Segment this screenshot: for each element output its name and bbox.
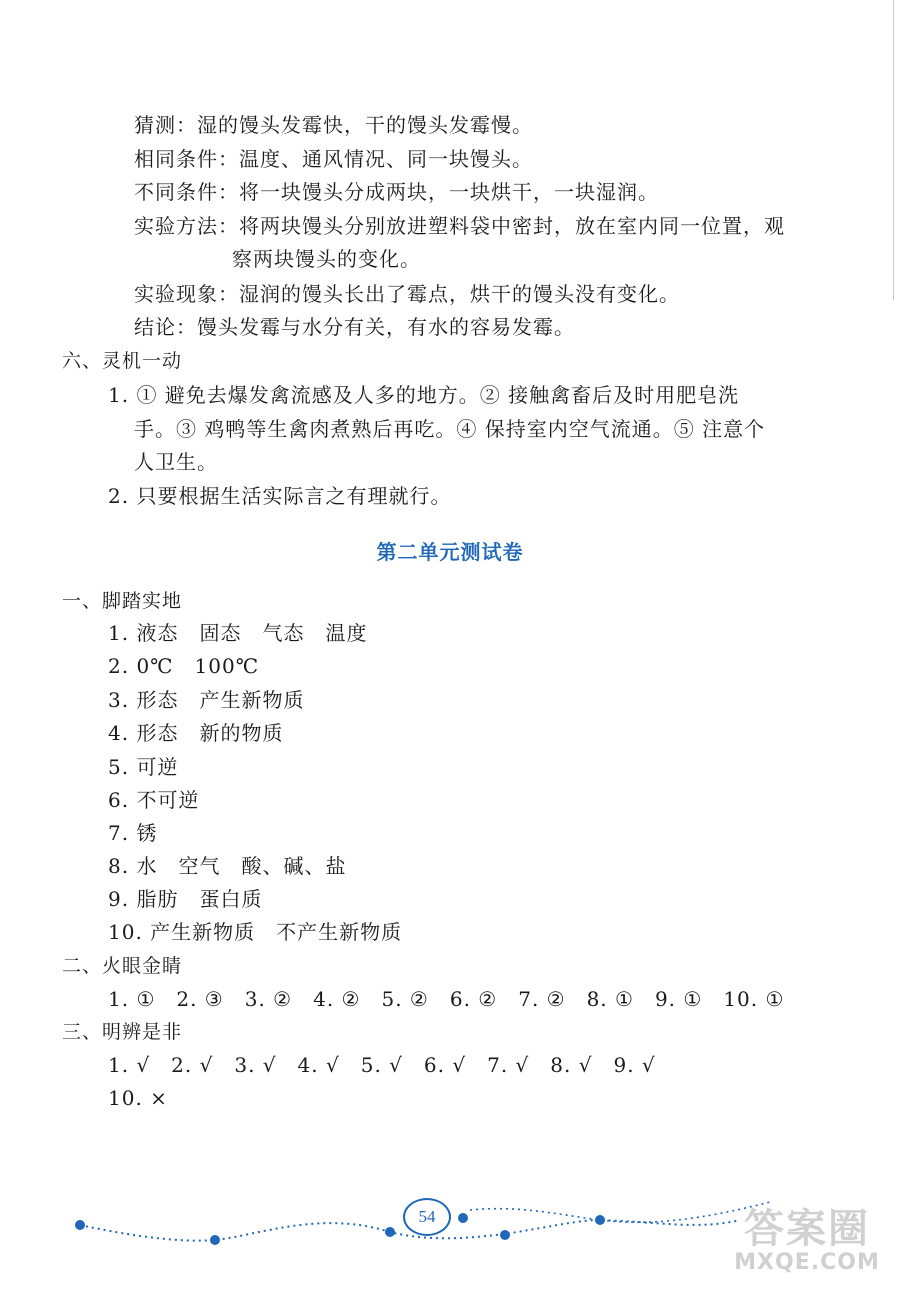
unit-title: 第二单元测试卷	[376, 540, 524, 564]
part-3-answers-line-1: 1. √ 2. √ 3. √ 4. √ 5. √ 6. √ 7. √ 8. √ 9. √	[108, 1053, 656, 1077]
watermark-title: 答案圈	[744, 1206, 870, 1252]
part-1-item: 1. 液态 固态 气态 温度	[108, 621, 368, 645]
footer-dot	[385, 1227, 395, 1237]
part-1-item: 8. 水 空气 酸、碱、盐	[108, 854, 347, 878]
conclusion-line: 结论：馒头发霉与水分有关，有水的容易发霉。	[134, 315, 575, 339]
footer-dot	[75, 1220, 85, 1230]
footer-dot	[458, 1213, 468, 1223]
part-1-item: 9. 脂肪 蛋白质	[108, 887, 263, 911]
part-1-item: 3. 形态 产生新物质	[108, 688, 305, 712]
footer-dot	[500, 1230, 510, 1240]
part-1-heading: 一、脚踏实地	[62, 590, 183, 612]
part-3-answers-line-2: 10. ×	[108, 1086, 168, 1110]
part-2-heading: 二、火眼金睛	[62, 955, 183, 977]
same-conditions-line: 相同条件：温度、通风情况、同一块馒头。	[134, 147, 533, 171]
footer-dot	[210, 1235, 220, 1245]
part-1-item: 6. 不可逆	[108, 788, 200, 812]
site-watermark	[722, 1208, 892, 1276]
part-1-item: 2. 0℃ 100℃	[108, 654, 260, 678]
section-6-answer-2: 2. 只要根据生活实际言之有理就行。	[108, 484, 452, 508]
method-line-1: 实验方法：将两块馒头分别放进塑料袋中密封，放在室内同一位置，观	[134, 214, 785, 238]
section-6-answer-1-line-3: 人卫生。	[134, 450, 218, 474]
phenomenon-line: 实验现象：湿润的馒头长出了霉点，烘干的馒头没有变化。	[134, 282, 680, 306]
guess-line: 猜测：湿的馒头发霉快，干的馒头发霉慢。	[134, 113, 533, 137]
section-6-heading: 六、灵机一动	[62, 350, 183, 372]
part-1-item: 10. 产生新物质 不产生新物质	[108, 920, 403, 944]
section-6-answer-1-line-2: 手。③ 鸡鸭等生禽肉煮熟后再吃。④ 保持室内空气流通。⑤ 注意个	[134, 417, 766, 441]
part-2-answers: 1. ① 2. ③ 3. ② 4. ② 5. ② 6. ② 7. ② 8. ① 9. ① 10. ①	[108, 987, 785, 1011]
page-edge-line	[893, 0, 894, 300]
page-number: 54	[403, 1198, 451, 1236]
watermark-url: MXQE.COM	[734, 1250, 880, 1275]
part-1-item: 7. 锈	[108, 821, 158, 845]
part-3-heading: 三、明辨是非	[62, 1021, 183, 1043]
method-line-2: 察两块馒头的变化。	[232, 247, 421, 271]
section-6-answer-1-line-1: 1. ① 避免去爆发禽流感及人多的地方。② 接触禽畜后及时用肥皂洗	[108, 383, 740, 407]
footer-dot	[595, 1215, 605, 1225]
part-1-item: 5. 可逆	[108, 755, 179, 779]
part-1-item: 4. 形态 新的物质	[108, 721, 284, 745]
different-conditions-line: 不同条件：将一块馒头分成两块，一块烘干，一块湿润。	[134, 180, 659, 204]
